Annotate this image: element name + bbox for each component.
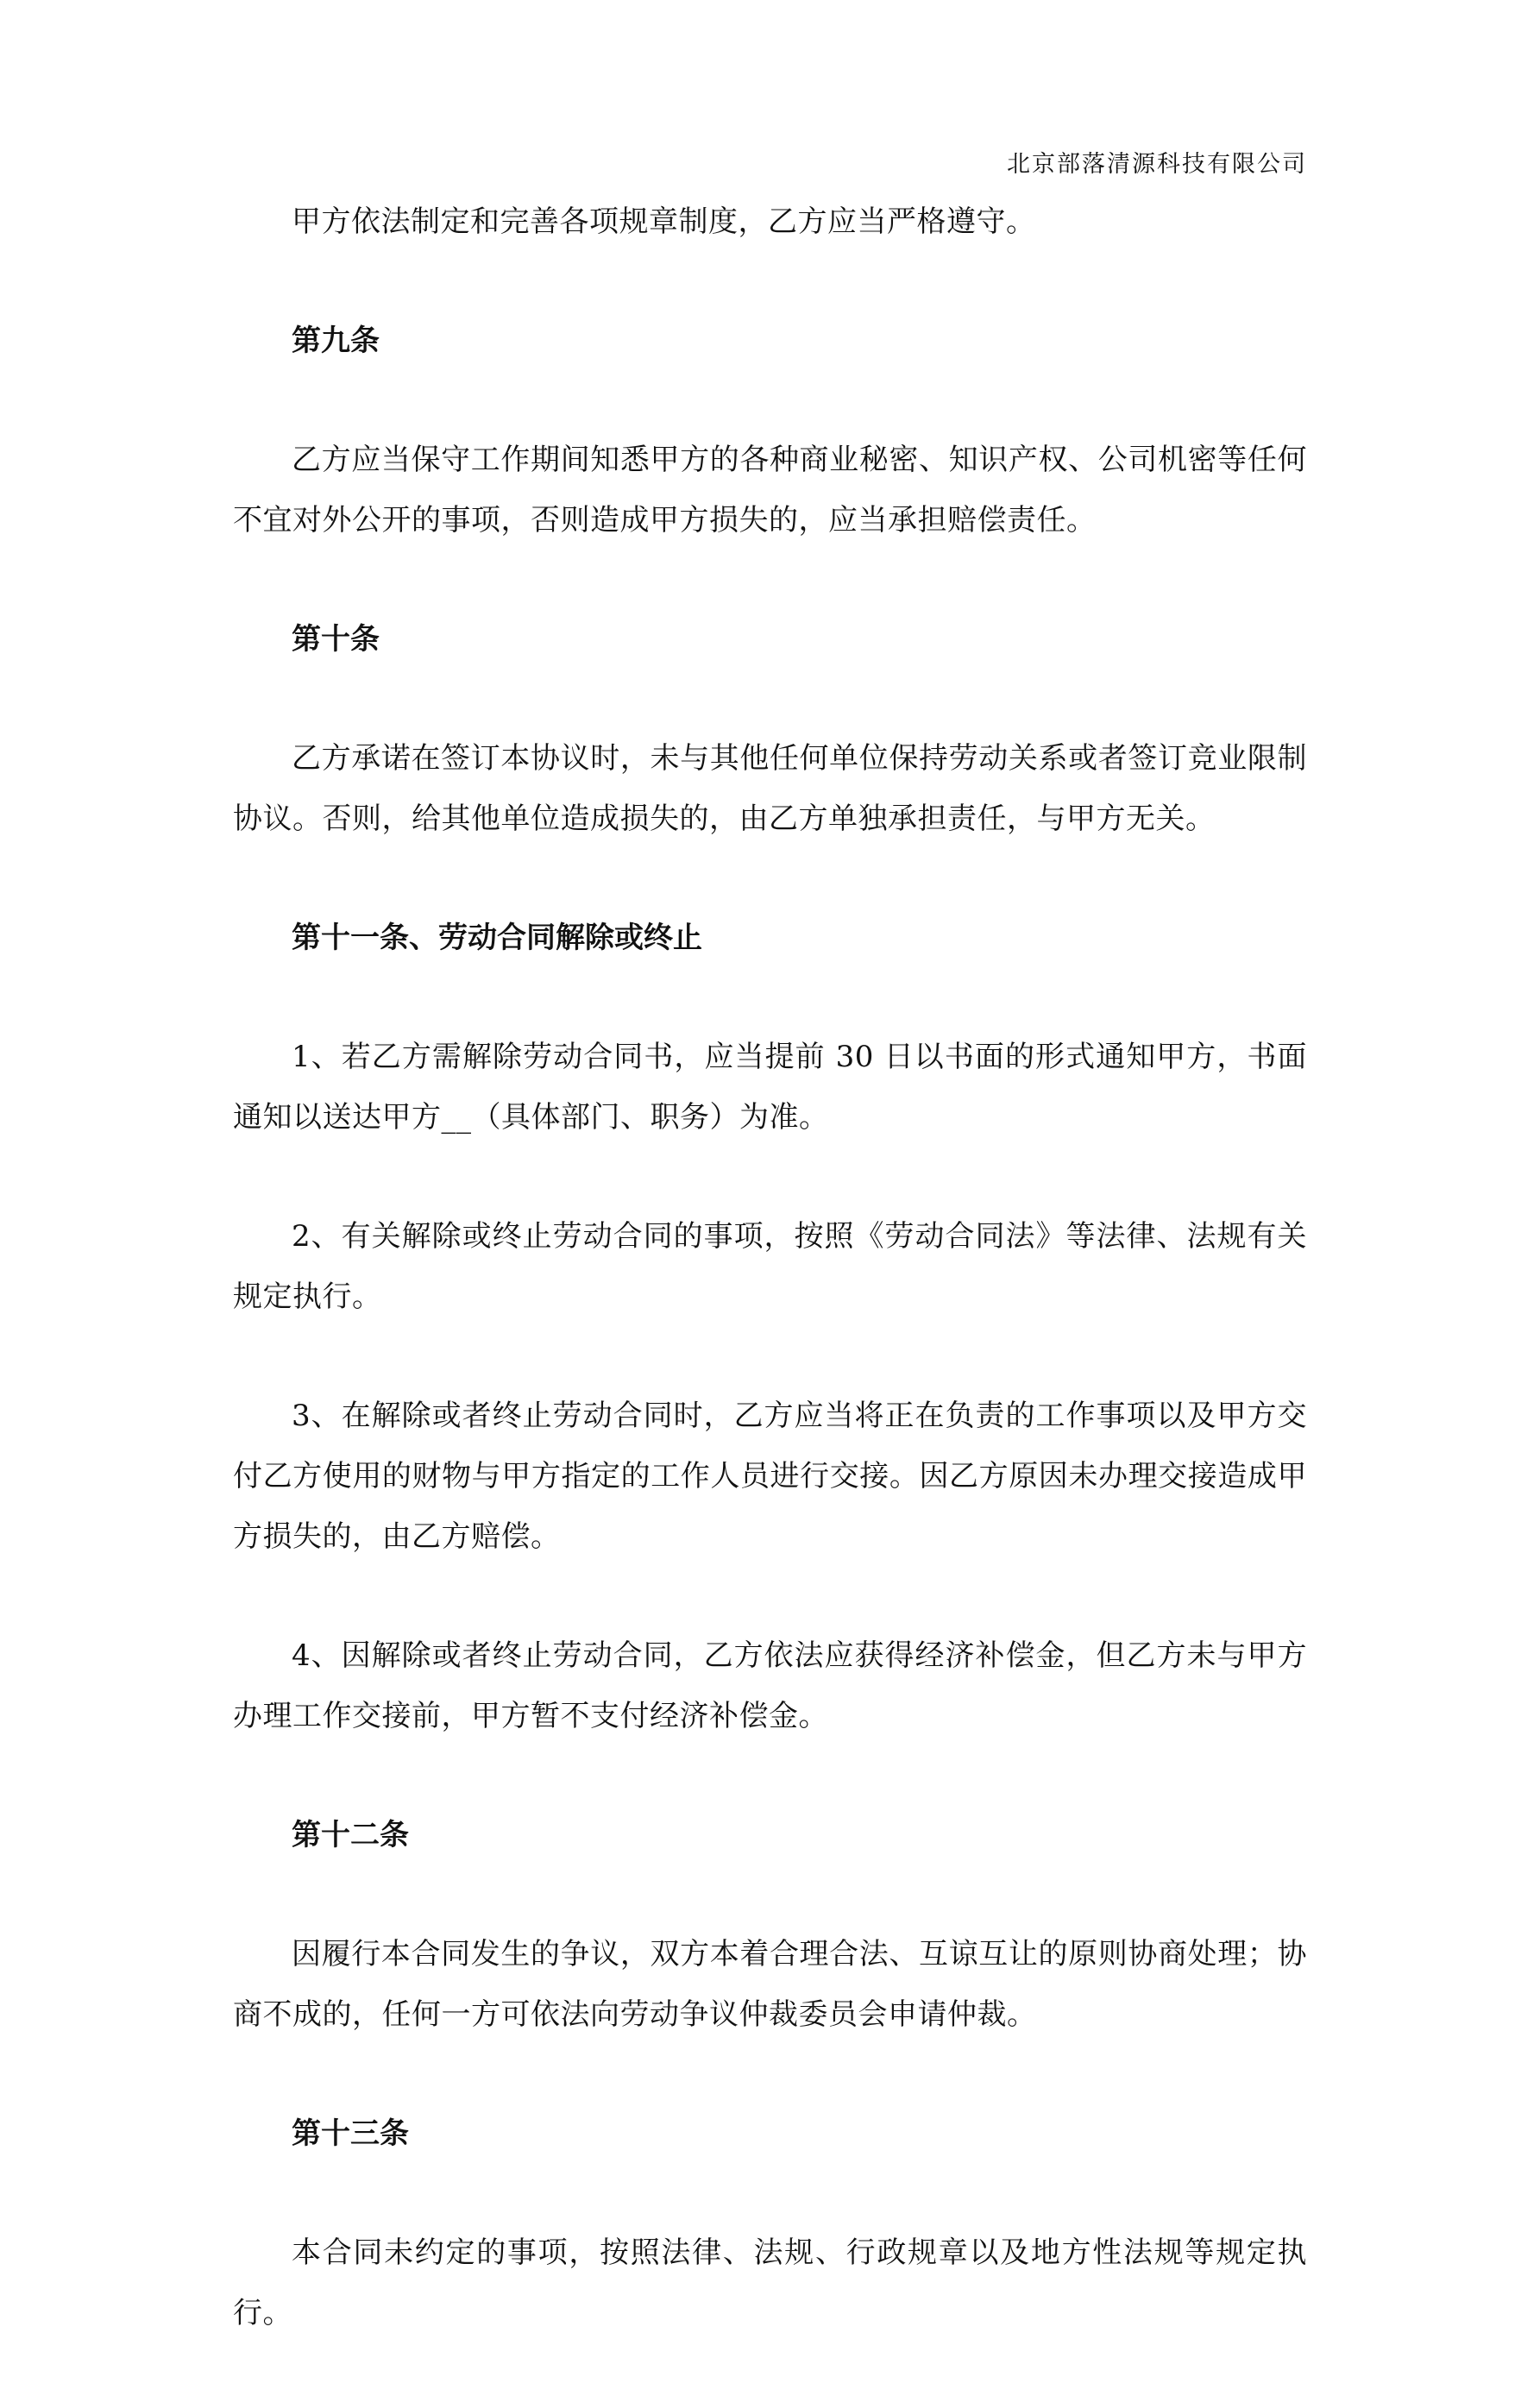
article-11-clause-3: 3、在解除或者终止劳动合同时，乙方应当将正在负责的工作事项以及甲方交付乙方使用的财物与甲方指定的工作人员进行交接。因乙方原因未办理交接造成甲方损失的，由乙方赔偿。	[233, 1399, 1307, 1554]
article-11-clause-4: 4、因解除或者终止劳动合同，乙方依法应获得经济补偿金，但乙方未与甲方办理工作交接前，甲方暂不支付经济补偿金。	[233, 1638, 1307, 1733]
article-11-clause-2: 2、有关解除或终止劳动合同的事项，按照《劳动合同法》等法律、法规有关规定执行。	[233, 1219, 1307, 1314]
article-13-text: 本合同未约定的事项，按照法律、法规、行政规章以及地方性法规等规定执行。	[233, 2235, 1307, 2330]
article-10-heading: 第十条	[292, 622, 380, 657]
article-12-heading: 第十二条	[292, 1818, 409, 1852]
paragraph-rules: 甲方依法制定和完善各项规章制度，乙方应当严格遵守。	[292, 204, 1036, 239]
page-header-company: 北京部落清源科技有限公司	[1007, 151, 1307, 178]
article-11-heading: 第十一条、劳动合同解除或终止	[292, 921, 702, 955]
article-13-heading: 第十三条	[292, 2116, 409, 2151]
article-10-text: 乙方承诺在签订本协议时，未与其他任何单位保持劳动关系或者签订竞业限制协议。否则，给其他单位造成损失的，由乙方单独承担责任，与甲方无关。	[233, 741, 1307, 836]
article-11-clause-1: 1、若乙方需解除劳动合同书，应当提前 30 日以书面的形式通知甲方，书面通知以送达甲方__（具体部门、职务）为准。	[233, 1040, 1307, 1135]
article-9-heading: 第九条	[292, 324, 380, 358]
article-9-text: 乙方应当保守工作期间知悉甲方的各种商业秘密、知识产权、公司机密等任何不宜对外公开的事项，否则造成甲方损失的，应当承担赔偿责任。	[233, 443, 1307, 538]
document-body	[233, 192, 1307, 2402]
article-12-text: 因履行本合同发生的争议，双方本着合理合法、互谅互让的原则协商处理；协商不成的，任何一方可依法向劳动争议仲裁委员会申请仲裁。	[233, 1937, 1307, 2032]
